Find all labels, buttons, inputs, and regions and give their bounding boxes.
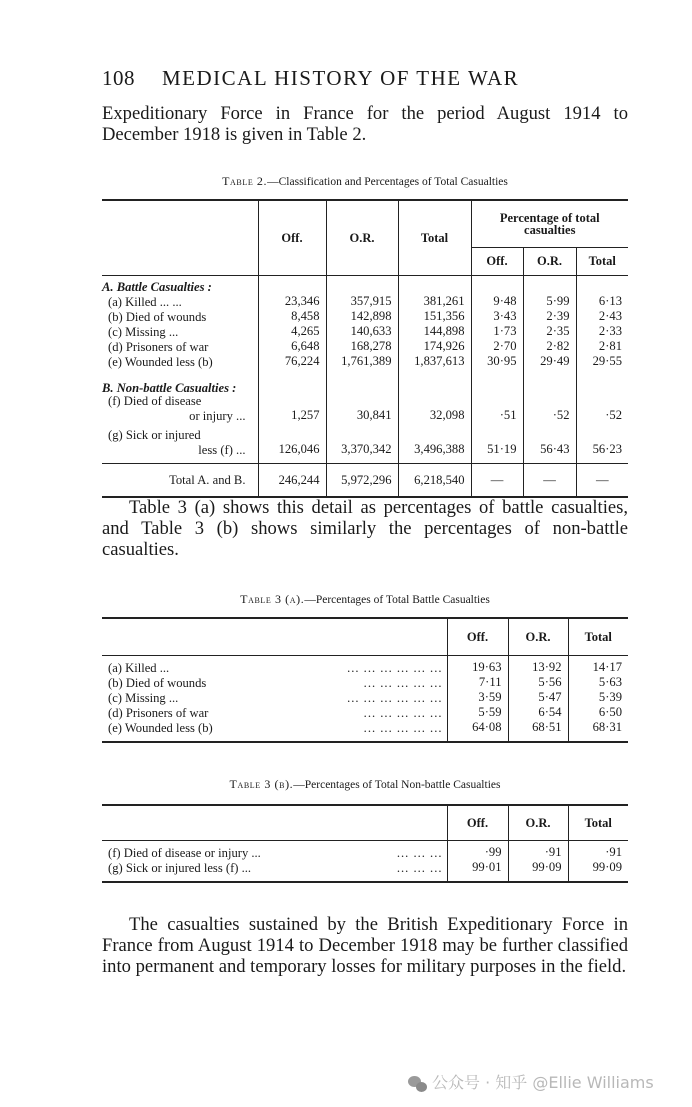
cell-total: 5·39 <box>568 690 628 705</box>
row-leader-dots: ... ... ... <box>396 846 443 860</box>
table-row <box>102 675 628 690</box>
cell-off: ·99 <box>447 841 508 861</box>
running-title: MEDICAL HISTORY OF THE WAR <box>162 66 520 90</box>
cell-total: 14·17 <box>568 656 628 676</box>
cell-off: 76,224 <box>258 354 326 369</box>
cell-or: 5·56 <box>508 675 568 690</box>
closing-paragraph: The casualties sustained by the British Expeditionary Force in France from August 1914 to December 1918 may be further classified into permanent and temporary losses for military purposes in the field. <box>102 914 628 977</box>
table3b-header-off: Off. <box>447 805 508 841</box>
table2 <box>102 199 628 498</box>
table-row <box>102 339 628 354</box>
cell-off: 3·59 <box>447 690 508 705</box>
cell-pct-or: 2·39 <box>523 309 576 324</box>
row-label-line2: or injury ... <box>189 409 246 423</box>
table-row <box>102 705 628 720</box>
cell-pct-off: 9·48 <box>471 294 523 309</box>
cell-or: 1,761,389 <box>326 354 398 369</box>
cell-or: 168,278 <box>326 339 398 354</box>
cell-pct-total: 29·55 <box>576 354 628 369</box>
cell-pct-or: 2·82 <box>523 339 576 354</box>
cell-or: 6·54 <box>508 705 568 720</box>
cell-total: 99·09 <box>568 860 628 875</box>
table3b-caption-label: Table 3 (b). <box>229 777 294 791</box>
table3b <box>102 804 628 883</box>
cell-total: 144,898 <box>398 324 471 339</box>
row-label: (g) Sick or injured less (f) ... <box>108 861 252 875</box>
table2-total-off: 246,244 <box>258 464 326 498</box>
cell-pct-or: 29·49 <box>523 354 576 369</box>
table2-total-label-text: Total A. and B. <box>169 472 246 487</box>
table2-total-pct-off: — <box>471 464 523 498</box>
cell-total: 381,261 <box>398 294 471 309</box>
wechat-icon <box>408 1076 428 1092</box>
row-leader-dots: ... ... ... ... ... ... <box>347 661 443 675</box>
cell-or: 5·47 <box>508 690 568 705</box>
cell-total: 3,496,388 <box>398 442 471 464</box>
table3b-header-or: O.R. <box>508 805 568 841</box>
cell-off: 1,257 <box>258 408 326 429</box>
cell-off: 23,346 <box>258 294 326 309</box>
cell-or: 140,633 <box>326 324 398 339</box>
table3a <box>102 617 628 743</box>
cell-pct-off: 51·19 <box>471 442 523 464</box>
cell-or: 357,915 <box>326 294 398 309</box>
table3b-caption <box>102 777 628 792</box>
table-row <box>102 841 628 861</box>
empty-cell <box>576 395 628 408</box>
row-leader-dots: ... ... ... ... ... <box>363 706 443 720</box>
table-row-label-line <box>102 395 628 408</box>
cell-or: 68·51 <box>508 720 568 735</box>
empty-cell <box>471 429 523 442</box>
row-label: (a) Killed ... ... <box>108 295 182 309</box>
row-label-line2: less (f) ... <box>198 443 246 457</box>
table2-caption <box>102 174 628 189</box>
table2-header-total: Total <box>398 200 471 276</box>
table3b-rows <box>102 841 628 876</box>
empty-cell <box>258 429 326 442</box>
page-number: 108 <box>102 66 135 90</box>
table2-header-off: Off. <box>258 200 326 276</box>
cell-pct-total: 56·23 <box>576 442 628 464</box>
empty-cell <box>398 429 471 442</box>
row-label: (e) Wounded less (b) <box>108 721 213 735</box>
cell-off: 99·01 <box>447 860 508 875</box>
cell-off: 8,458 <box>258 309 326 324</box>
table2-nonbattle-rows <box>102 395 628 464</box>
empty-cell <box>326 395 398 408</box>
empty-cell <box>398 395 471 408</box>
table3b-stub-header <box>102 805 447 841</box>
row-label: (c) Missing ... <box>108 691 179 705</box>
cell-total: 32,098 <box>398 408 471 429</box>
middle-paragraph: Table 3 (a) shows this detail as percentages of battle casualties, and Table 3 (b) shows similarly the percentages of non-battle casualties. <box>102 497 628 560</box>
cell-total: 68·31 <box>568 720 628 735</box>
table3a-rows <box>102 656 628 736</box>
cell-off: 19·63 <box>447 656 508 676</box>
cell-or: ·91 <box>508 841 568 861</box>
table2-total-or: 5,972,296 <box>326 464 398 498</box>
cell-total: 151,356 <box>398 309 471 324</box>
cell-pct-off: ·51 <box>471 408 523 429</box>
cell-pct-total: 2·33 <box>576 324 628 339</box>
row-label: (a) Killed ... <box>108 661 170 675</box>
table3a-caption-label: Table 3 (a). <box>240 592 305 606</box>
table-row <box>102 294 628 309</box>
row-label: (c) Missing ... <box>108 325 179 339</box>
table2-stub-header <box>102 200 258 276</box>
table3a-caption-text: —Percentages of Total Battle Casualties <box>304 594 490 606</box>
table-row <box>102 408 628 429</box>
table2-caption-label: Table 2. <box>222 174 268 188</box>
table2-battle-rows <box>102 294 628 369</box>
cell-total: 1,837,613 <box>398 354 471 369</box>
table2-header-pct-off: Off. <box>471 248 523 276</box>
cell-off: 4,265 <box>258 324 326 339</box>
cell-or: 142,898 <box>326 309 398 324</box>
table2-header-pct-total: Total <box>576 248 628 276</box>
row-leader-dots: ... ... ... <box>396 861 443 875</box>
table-row <box>102 442 628 464</box>
cell-off: 64·08 <box>447 720 508 735</box>
table2-total-pct-total: — <box>576 464 628 498</box>
table-row-label-line <box>102 429 628 442</box>
cell-pct-total: ·52 <box>576 408 628 429</box>
table-row <box>102 720 628 735</box>
intro-paragraph: Expeditionary Force in France for the period August 1914 to December 1918 is given in Table 2. <box>102 103 628 145</box>
row-label: (b) Died of wounds <box>108 676 207 690</box>
cell-pct-or: 56·43 <box>523 442 576 464</box>
table2-caption-text: —Classification and Percentages of Total Casualties <box>267 176 508 188</box>
cell-pct-off: 2·70 <box>471 339 523 354</box>
empty-cell <box>576 429 628 442</box>
table3a-header-or: O.R. <box>508 618 568 656</box>
cell-or: 3,370,342 <box>326 442 398 464</box>
table-row <box>102 324 628 339</box>
cell-total: ·91 <box>568 841 628 861</box>
row-label: (e) Wounded less (b) <box>108 355 213 369</box>
table-row <box>102 656 628 676</box>
cell-off: 7·11 <box>447 675 508 690</box>
table3a-stub-header <box>102 618 447 656</box>
table-row <box>102 354 628 369</box>
cell-total: 174,926 <box>398 339 471 354</box>
table-row <box>102 309 628 324</box>
row-label: (d) Prisoners of war <box>108 706 209 720</box>
cell-pct-off: 30·95 <box>471 354 523 369</box>
row-leader-dots: ... ... ... ... ... <box>363 721 443 735</box>
empty-cell <box>523 395 576 408</box>
table-row <box>102 860 628 875</box>
cell-or: 30,841 <box>326 408 398 429</box>
row-label: (d) Prisoners of war <box>108 340 209 354</box>
cell-or: 99·09 <box>508 860 568 875</box>
empty-cell <box>471 395 523 408</box>
cell-total: 5·63 <box>568 675 628 690</box>
cell-pct-off: 1·73 <box>471 324 523 339</box>
table2-section-b-label: B. Non-battle Casualties : <box>102 381 237 395</box>
table2-header-or: O.R. <box>326 200 398 276</box>
row-label: (b) Died of wounds <box>108 310 207 324</box>
table3a-header-off: Off. <box>447 618 508 656</box>
table3a-caption <box>102 592 628 607</box>
cell-or: 13·92 <box>508 656 568 676</box>
cell-pct-or: 2·35 <box>523 324 576 339</box>
empty-cell <box>258 395 326 408</box>
row-leader-dots: ... ... ... ... ... <box>363 676 443 690</box>
row-label-line1: (f) Died of disease <box>108 394 202 408</box>
table2-total-total: 6,218,540 <box>398 464 471 498</box>
cell-pct-total: 2·81 <box>576 339 628 354</box>
table-row <box>102 690 628 705</box>
table2-header-percentage-group: Percentage of total casualties <box>471 200 628 248</box>
table2-header-pct-or: O.R. <box>523 248 576 276</box>
cell-total: 6·50 <box>568 705 628 720</box>
cell-pct-total: 2·43 <box>576 309 628 324</box>
watermark <box>408 1070 654 1093</box>
cell-off: 5·59 <box>447 705 508 720</box>
table3b-header-total: Total <box>568 805 628 841</box>
cell-pct-off: 3·43 <box>471 309 523 324</box>
empty-cell <box>523 429 576 442</box>
cell-off: 6,648 <box>258 339 326 354</box>
row-label: (f) Died of disease or injury ... <box>108 846 261 860</box>
empty-cell <box>326 429 398 442</box>
cell-pct-or: 5·99 <box>523 294 576 309</box>
table2-total-label <box>102 464 258 498</box>
table2-total-pct-or: — <box>523 464 576 498</box>
cell-pct-or: ·52 <box>523 408 576 429</box>
cell-pct-total: 6·13 <box>576 294 628 309</box>
table2-section-a-label: A. Battle Casualties : <box>102 280 212 294</box>
watermark-text: 公众号 · 知乎 @Ellie Williams <box>432 1073 654 1092</box>
row-label-line1: (g) Sick or injured <box>108 428 201 442</box>
table3b-caption-text: —Percentages of Total Non-battle Casualties <box>293 779 501 791</box>
cell-off: 126,046 <box>258 442 326 464</box>
row-leader-dots: ... ... ... ... ... ... <box>347 691 443 705</box>
table3a-header-total: Total <box>568 618 628 656</box>
